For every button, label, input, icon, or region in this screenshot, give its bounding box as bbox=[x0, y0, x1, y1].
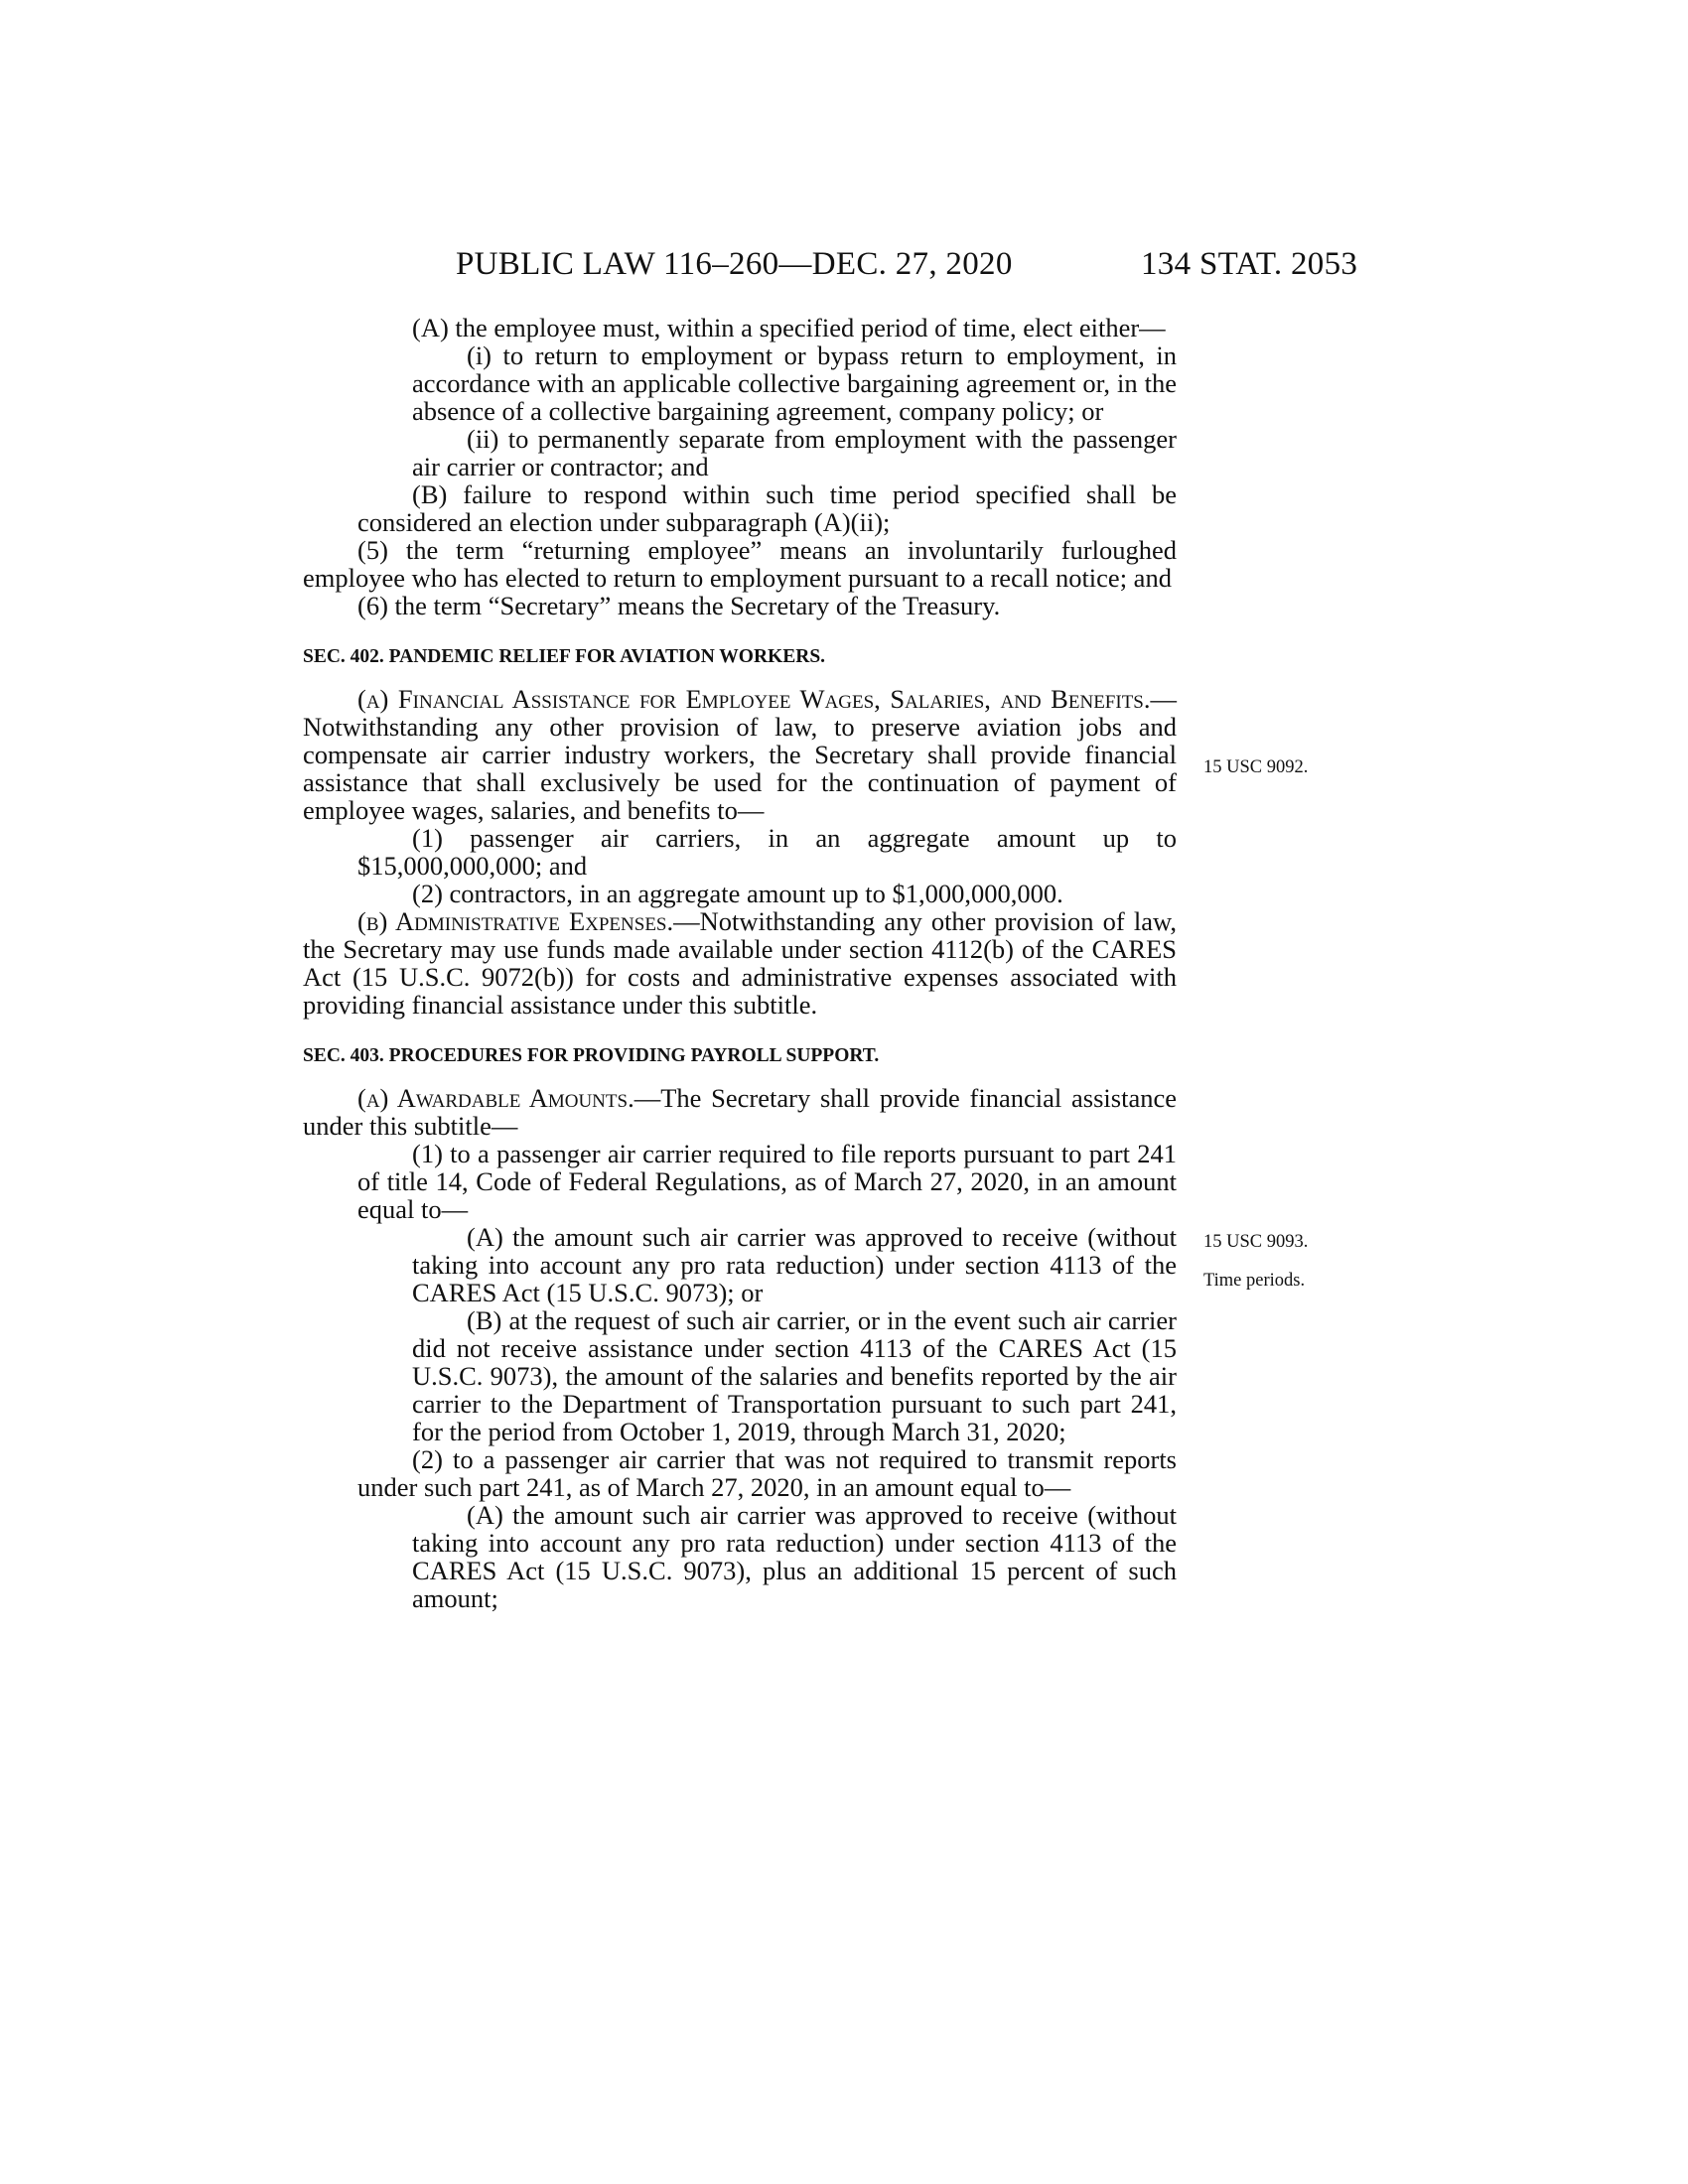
paragraph-6: (6) the term “Secretary” means the Secretary of the Treasury. bbox=[357, 591, 1001, 620]
section-403-a-1-A: (A) the amount such air carrier was approved to receive (without taking into account any pro rata reduction) under section 4113 of the CARES Act (15 U.S.C. 9073); or bbox=[412, 1222, 1177, 1307]
section-402-heading: SEC. 402. PANDEMIC RELIEF FOR AVIATION WORKERS. bbox=[303, 646, 826, 667]
margin-note-15-usc-9092: 15 USC 9092. bbox=[1203, 757, 1309, 777]
page-header-right: 134 STAT. 2053 bbox=[1141, 246, 1358, 282]
section-402-a-1: (1) passenger air carriers, in an aggregate amount up to $15,000,000,000; and bbox=[357, 823, 1177, 881]
section-403-a-1-B: (B) at the request of such air carrier, or in the event such air carrier did not receive assistance under section 4113 of the CARES Act (15 U.S.C. 9073), the amount of the salaries and benefits reported by the air carrier to the Department of Transportation pursuant to such part 241, for the period from October 1, 2019, through March 31, 2020; bbox=[412, 1305, 1177, 1446]
section-403-a-2: (2) to a passenger air carrier that was not required to transmit reports under such part 241, as of March 27, 2020, in an amount equal to— bbox=[357, 1444, 1177, 1502]
section-402-b bbox=[303, 907, 1177, 1019]
document-body bbox=[303, 314, 1177, 1612]
section-403-a-2-A: (A) the amount such air carrier was approved to receive (without taking into account any pro rata reduction) under section 4113 of the CARES Act (15 U.S.C. 9073), plus an additional 15 percent of such amount; bbox=[412, 1500, 1177, 1613]
section-403-a-1: (1) to a passenger air carrier required to file reports pursuant to part 241 of title 14, Code of Federal Regulations, as of March 27, 2020, in an amount equal to— bbox=[357, 1139, 1177, 1224]
section-402-a bbox=[303, 685, 1177, 824]
section-403-a bbox=[303, 1084, 1177, 1140]
section-402-b-heading: (b) Administrative Expenses. bbox=[357, 906, 674, 936]
paragraph-A: (A) the employee must, within a specified period of time, elect either— bbox=[412, 313, 1166, 342]
section-403-a-text: —The Secretary shall provide financial assistance under this subtitle— bbox=[303, 1083, 1177, 1141]
page-header-left: PUBLIC LAW 116–260—DEC. 27, 2020 bbox=[456, 246, 1013, 282]
section-402-b-text: —Notwithstanding any other provision of law, the Secretary may use funds made available under section 4112(b) of the CARES Act (15 U.S.C. 9072(b)) for costs and administrative expenses associated with providing financial assistance under this subtitle. bbox=[303, 906, 1177, 1020]
section-402-a-text: —Notwithstanding any other provision of law, to preserve aviation jobs and compensate air carrier industry workers, the Secretary shall provide financial assistance that shall exclusively be used for the continuation of payment of employee wages, salaries, and benefits to— bbox=[303, 684, 1177, 825]
margin-note-15-usc-9093: 15 USC 9093. bbox=[1203, 1232, 1309, 1252]
paragraph-ii: (ii) to permanently separate from employment with the passenger air carrier or contractor; and bbox=[412, 424, 1177, 481]
margin-note-time-periods: Time periods. bbox=[1203, 1271, 1306, 1291]
section-403-a-heading: (a) Awardable Amounts. bbox=[357, 1083, 634, 1113]
section-402-a-heading: (a) Financial Assistance for Employee Wages, Salaries, and Benefits. bbox=[357, 684, 1151, 714]
paragraph-i: (i) to return to employment or bypass return to employment, in accordance with an applicable collective bargaining agreement or, in the absence of a collective bargaining agreement, company policy; or bbox=[412, 341, 1177, 426]
paragraph-B: (B) failure to respond within such time period specified shall be considered an election under subparagraph (A)(ii); bbox=[357, 479, 1177, 537]
section-402-a-2: (2) contractors, in an aggregate amount up to $1,000,000,000. bbox=[412, 879, 1063, 908]
paragraph-5: (5) the term “returning employee” means an involuntarily furloughed employee who has elected to return to employment pursuant to a recall notice; and bbox=[303, 535, 1177, 593]
section-403-heading: SEC. 403. PROCEDURES FOR PROVIDING PAYROLL SUPPORT. bbox=[303, 1045, 880, 1066]
